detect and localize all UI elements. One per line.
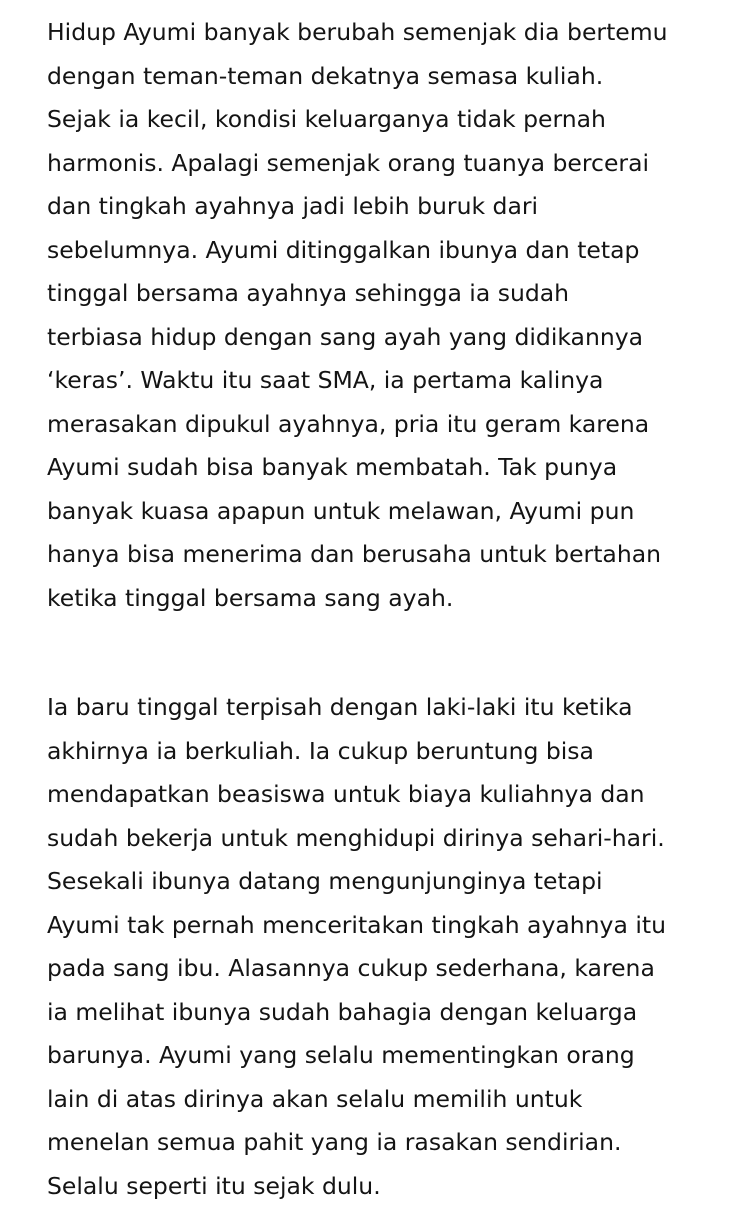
paragraph-2	[47, 686, 727, 1208]
text-line: Sejak ia kecil, kondisi keluarganya tidak pernah	[47, 98, 727, 142]
document-body	[47, 11, 727, 1208]
text-line: Sesekali ibunya datang mengunjunginya tetapi	[47, 860, 727, 904]
paragraph-1	[47, 11, 727, 620]
text-line: ia melihat ibunya sudah bahagia dengan keluarga	[47, 991, 727, 1035]
text-line: barunya. Ayumi yang selalu mementingkan orang	[47, 1034, 727, 1078]
text-line: Ayumi tak pernah menceritakan tingkah ayahnya itu	[47, 904, 727, 948]
text-line: Selalu seperti itu sejak dulu.	[47, 1165, 727, 1208]
text-line: merasakan dipukul ayahnya, pria itu geram karena	[47, 403, 727, 447]
text-line: menelan semua pahit yang ia rasakan sendirian.	[47, 1121, 727, 1165]
paragraph-spacer	[47, 620, 727, 686]
text-line: Ayumi sudah bisa banyak membatah. Tak punya	[47, 446, 727, 490]
text-line: harmonis. Apalagi semenjak orang tuanya bercerai	[47, 142, 727, 186]
text-line: lain di atas dirinya akan selalu memilih untuk	[47, 1078, 727, 1122]
text-line: hanya bisa menerima dan berusaha untuk bertahan	[47, 533, 727, 577]
text-line: tinggal bersama ayahnya sehingga ia sudah	[47, 272, 727, 316]
text-line: terbiasa hidup dengan sang ayah yang didikannya	[47, 316, 727, 360]
text-line: dan tingkah ayahnya jadi lebih buruk dari	[47, 185, 727, 229]
text-line: ketika tinggal bersama sang ayah.	[47, 577, 727, 621]
text-line: Hidup Ayumi banyak berubah semenjak dia bertemu	[47, 11, 727, 55]
text-line: sebelumnya. Ayumi ditinggalkan ibunya dan tetap	[47, 229, 727, 273]
text-line: banyak kuasa apapun untuk melawan, Ayumi pun	[47, 490, 727, 534]
text-line: mendapatkan beasiswa untuk biaya kuliahnya dan	[47, 773, 727, 817]
text-line: ‘keras’. Waktu itu saat SMA, ia pertama kalinya	[47, 359, 727, 403]
text-line: Ia baru tinggal terpisah dengan laki-laki itu ketika	[47, 686, 727, 730]
text-line: dengan teman-teman dekatnya semasa kuliah.	[47, 55, 727, 99]
text-line: sudah bekerja untuk menghidupi dirinya sehari-hari.	[47, 817, 727, 861]
text-line: akhirnya ia berkuliah. Ia cukup beruntung bisa	[47, 730, 727, 774]
text-line: pada sang ibu. Alasannya cukup sederhana, karena	[47, 947, 727, 991]
